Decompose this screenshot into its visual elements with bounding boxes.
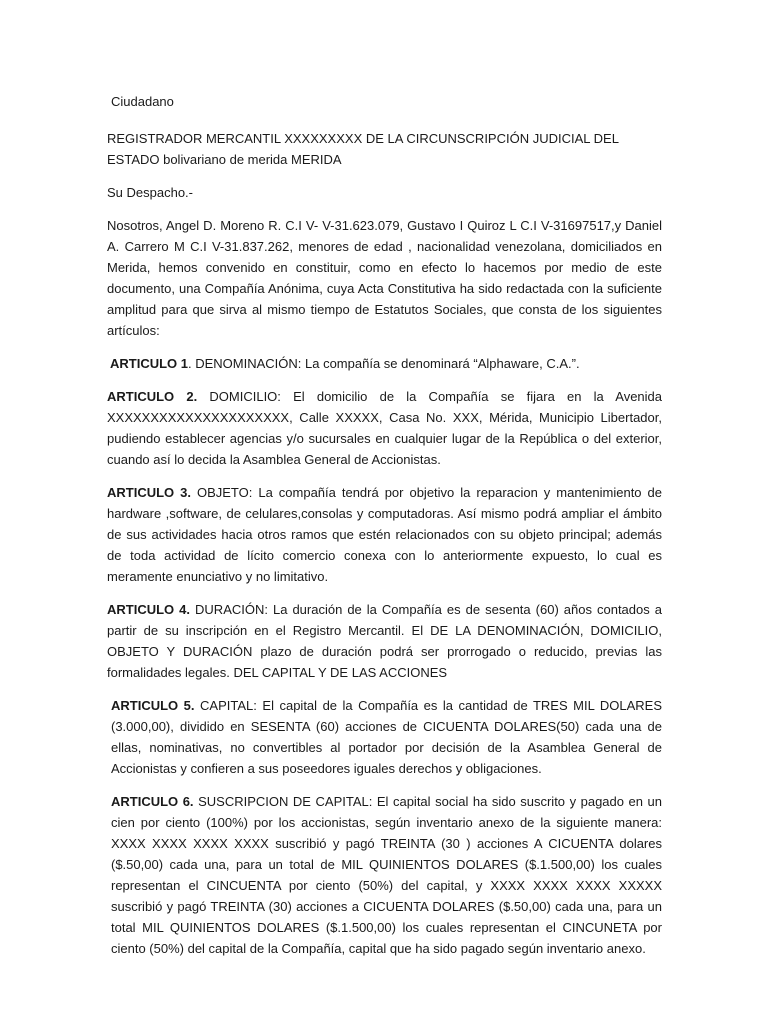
document-body — [107, 91, 662, 971]
article-6 — [107, 791, 662, 959]
article-1 — [107, 353, 662, 374]
article-text: DOMICILIO: El domicilio de la Compañía se fijara en la Avenida XXXXXXXXXXXXXXXXXXXXX, Calle XXXXX, Casa No. XXX, Mérida, Municipio Libertador, pudiendo establecer agencias y/o sucursales en cualquier lugar de la República o del exterior, cuando así lo decida la Asamblea General de Accionistas. — [107, 389, 662, 467]
article-heading: ARTICULO 3. — [107, 485, 191, 500]
article-3 — [107, 482, 662, 587]
greeting: Ciudadano — [111, 94, 174, 109]
addressee: REGISTRADOR MERCANTIL XXXXXXXXX DE LA CIRCUNSCRIPCIÓN JUDICIAL DEL ESTADO bolivariano de merida MERIDA — [107, 131, 619, 167]
article-text: . DENOMINACIÓN: La compañía se denominará “Alphaware, C.A.”. — [188, 356, 580, 371]
article-text: OBJETO: La compañía tendrá por objetivo la reparacion y mantenimiento de hardware ,software, de celulares,consolas y computadoras. Así mismo podrá ampliar el ámbito de sus actividades hacia otros ramos que estén relacionados con su objeto principal; además de toda actividad de lícito comercio conexa con lo anteriormente expuesto, lo cual es meramente enunciativo y no limitativo. — [107, 485, 662, 584]
article-heading: ARTICULO 5. — [111, 698, 195, 713]
article-text: DURACIÓN: La duración de la Compañía es de sesenta (60) años contados a partir de su inscripción en el Registro Mercantil. El DE LA DENOMINACIÓN, DOMICILIO, OBJETO Y DURACIÓN plazo de duración podrá ser prorrogado o reducido, previas las formalidades legales. DEL CAPITAL Y DE LAS ACCIONES — [107, 602, 662, 680]
article-heading: ARTICULO 2. — [107, 389, 198, 404]
article-2 — [107, 386, 662, 470]
article-4 — [107, 599, 662, 683]
article-heading: ARTICULO 6. — [111, 794, 194, 809]
article-text: SUSCRIPCION DE CAPITAL: El capital social ha sido suscrito y pagado en un cien por ciento (100%) por los accionistas, según inventario anexo de la siguiente manera: XXXX XXXX XXXX XXXX suscribió y pagó TREINTA (30 ) acciones A CICUENTA dolares ($.50,00) cada una, para un total de MIL QUINIENTOS DOLARES ($.1.500,00) los cuales representan el CINCUENTA por ciento (50%) del capital, y XXXX XXXX XXXX XXXXX suscribió y pagó TREINTA (30) acciones a CICUENTA DOLARES ($.50,00) cada una, para un total MIL QUINIENTOS DOLARES ($.1.500,00) los cuales representan el CINCUNETA por ciento (50%) del capital de la Compañía, capital que ha sido pagado según inventario anexo. — [111, 794, 662, 956]
article-text: CAPITAL: El capital de la Compañía es la cantidad de TRES MIL DOLARES (3.000,00), dividido en SESENTA (60) acciones de CICUENTA DOLARES(50) cada una de ellas, nominativas, no convertibles al portador por decisión de la Asamblea General de Accionistas y confieren a sus poseedores iguales derechos y obligaciones. — [111, 698, 662, 776]
article-heading: ARTICULO 1 — [110, 356, 188, 371]
article-5 — [107, 695, 662, 779]
article-heading: ARTICULO 4. — [107, 602, 191, 617]
intro-paragraph: Nosotros, Angel D. Moreno R. C.I V- V-31.623.079, Gustavo I Quiroz L C.I V-31697517,y Daniel A. Carrero M C.I V-31.837.262, menores de edad , nacionalidad venezolana, domiciliados en Merida, hemos convenido en constituir, como en efecto lo hacemos por medio de este documento, una Compañía Anónima, cuya Acta Constitutiva ha sido redactada con la suficiente amplitud para que sirva al mismo tiempo de Estatutos Sociales, que consta de los siguientes artículos: — [107, 218, 662, 338]
office-line: Su Despacho.- — [107, 185, 193, 200]
